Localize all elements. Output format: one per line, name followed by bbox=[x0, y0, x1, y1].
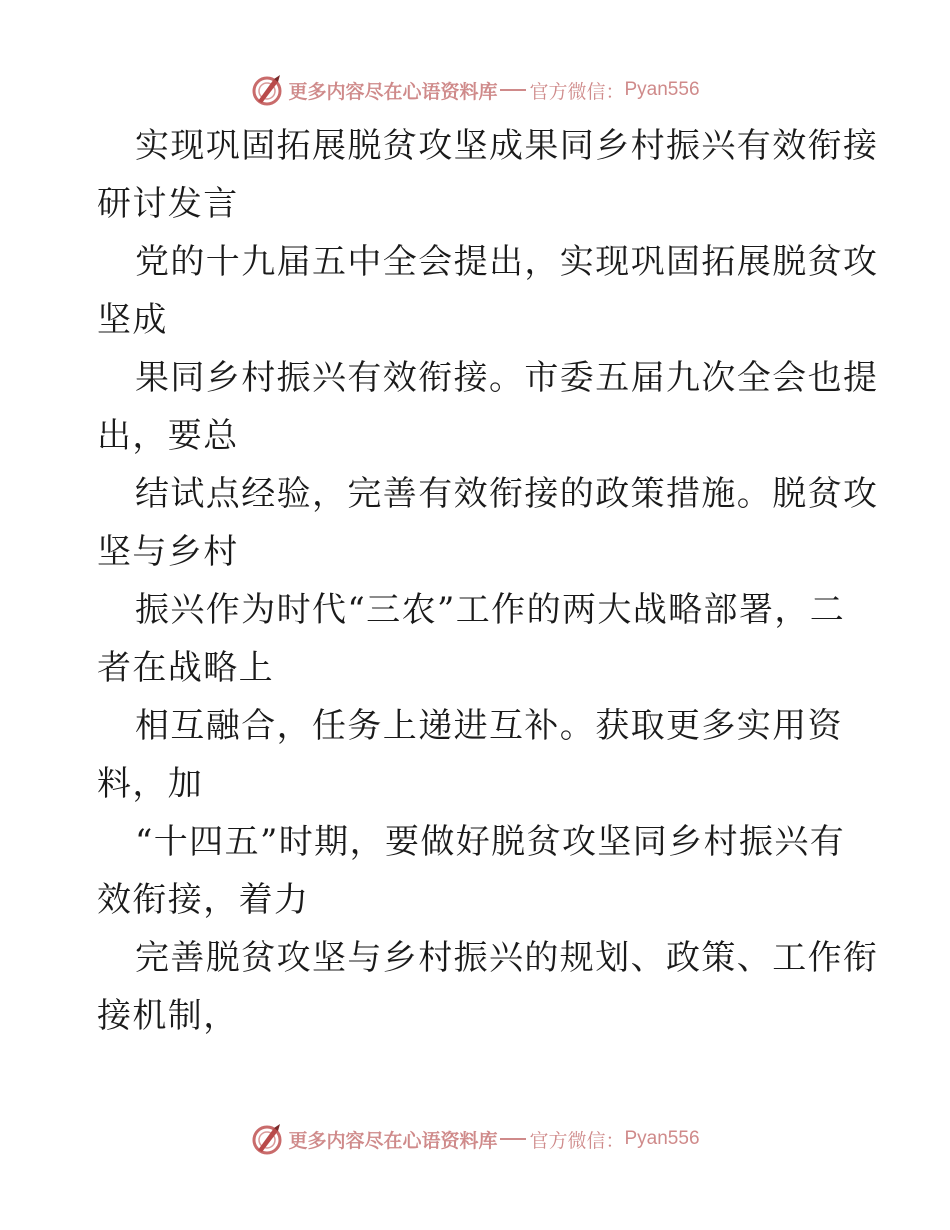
paragraph-line: 出，要总 bbox=[97, 416, 239, 456]
watermark-official-label: 官方微信： bbox=[529, 1129, 625, 1152]
paragraph-line: 振兴作为时代“三农”工作的两大战略部署，二 bbox=[135, 590, 846, 630]
watermark-dash bbox=[500, 89, 526, 91]
paragraph-line: 坚成 bbox=[97, 300, 168, 340]
quill-logo-icon bbox=[250, 1122, 284, 1156]
watermark-dash bbox=[500, 1138, 526, 1140]
header-watermark bbox=[0, 70, 950, 110]
footer-watermark bbox=[0, 1119, 950, 1159]
paragraph-line: 相互融合，任务上递进互补。获取更多实用资 bbox=[135, 706, 843, 746]
title-line-1: 实现巩固拓展脱贫攻坚成果同乡村振兴有效衔接 bbox=[135, 126, 879, 166]
paragraph-line: 料，加 bbox=[97, 764, 204, 804]
paragraph-line: 坚与乡村 bbox=[97, 532, 239, 572]
paragraph-line: 党的十九届五中全会提出，实现巩固拓展脱贫攻 bbox=[135, 242, 879, 282]
title-line-2: 研讨发言 bbox=[97, 184, 239, 224]
watermark-text: 更多内容尽在心语资料库 bbox=[288, 80, 498, 103]
paragraph-line: 结试点经验，完善有效衔接的政策措施。脱贫攻 bbox=[135, 474, 879, 514]
paragraph-line: 果同乡村振兴有效衔接。市委五届九次全会也提 bbox=[135, 358, 879, 398]
watermark-text: 更多内容尽在心语资料库 bbox=[288, 1129, 498, 1152]
paragraph-line: 接机制， bbox=[97, 996, 239, 1036]
paragraph-line: 效衔接，着力 bbox=[97, 880, 310, 920]
paragraph-line: 完善脱贫攻坚与乡村振兴的规划、政策、工作衔 bbox=[135, 938, 879, 978]
quill-logo-icon bbox=[250, 73, 284, 107]
paragraph-line: “十四五”时期，要做好脱贫攻坚同乡村振兴有 bbox=[135, 822, 846, 862]
paragraph-line: 者在战略上 bbox=[97, 648, 274, 688]
watermark-wechat-id: Pyan556 bbox=[624, 1128, 700, 1149]
document-body bbox=[97, 117, 879, 1045]
watermark-official-label: 官方微信： bbox=[529, 80, 625, 103]
watermark-wechat-id: Pyan556 bbox=[624, 79, 700, 100]
